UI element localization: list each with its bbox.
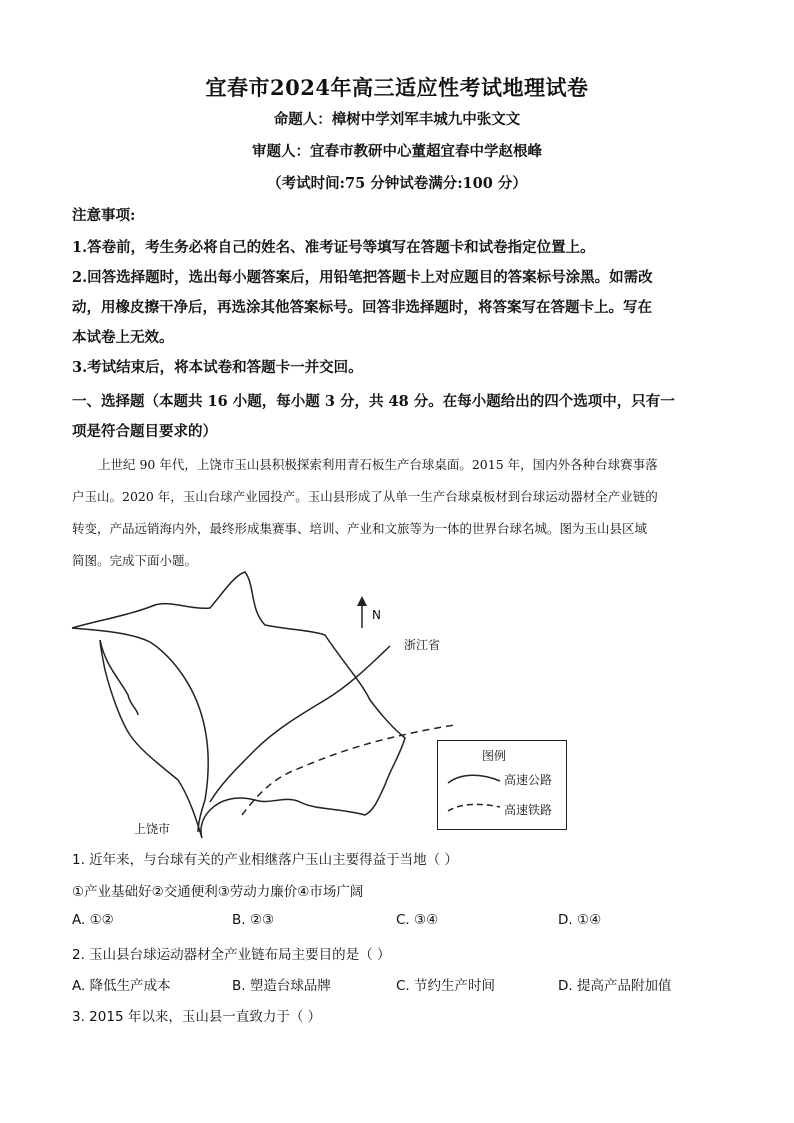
question-2-option-d[interactable]: D. 提高产品附加值	[558, 978, 672, 994]
notice-item: 2.回答选择题时，选出每小题答案后，用铅笔把答题卡上对应题目的答案标号涂黑。如需改	[72, 269, 653, 286]
notice-item: 动，用橡皮擦干净后，再选涂其他答案标号。回答非选择题时，将答案写在答题卡上。写在	[72, 299, 652, 316]
question-2-option-c[interactable]: C. 节约生产时间	[396, 978, 496, 994]
city-label: 上饶市	[134, 822, 171, 836]
north-arrow-head	[357, 596, 367, 606]
question-3-stem: 3. 2015 年以来，玉山县一直致力于（ ）	[72, 1009, 322, 1025]
question-1-option-a[interactable]: A. ①②	[72, 912, 114, 928]
question-2-option-b[interactable]: B. 塑造台球品牌	[232, 978, 331, 994]
question-2-option-a[interactable]: A. 降低生产成本	[72, 978, 171, 994]
passage-line: 转变，产品远销海内外，最终形成集赛事、培训、产业和文旅等为一体的世界台球名城。图为玉山县区域	[72, 521, 648, 536]
question-1-statements: ①产业基础好②交通便利③劳动力廉价④市场广阔	[72, 884, 364, 900]
reviewer-line: 审题人：宜春市教研中心董超宜春中学赵根峰	[252, 143, 542, 160]
author-line: 命题人：樟树中学刘军丰城九中张文文	[273, 111, 521, 128]
province-label: 浙江省	[404, 638, 441, 652]
question-1-option-c[interactable]: C. ③④	[396, 912, 439, 928]
question-2-stem: 2. 玉山县台球运动器材全产业链布局主要目的是（ ）	[72, 947, 391, 963]
notice-item: 3.考试结束后，将本试卷和答题卡一并交回。	[72, 359, 363, 376]
notice-item: 本试卷上无效。	[72, 329, 174, 346]
notice-item: 1.答卷前，考生务必将自己的姓名、准考证号等填写在答题卡和试卷指定位置上。	[72, 239, 595, 256]
north-label: N	[372, 608, 381, 622]
question-1-stem: 1. 近年来，与台球有关的产业相继落户玉山主要得益于当地（ ）	[72, 852, 458, 868]
highway-route	[210, 646, 390, 802]
question-1-option-d[interactable]: D. ①④	[558, 912, 602, 928]
exam-title: 宜春市2024年高三适应性考试地理试卷	[205, 75, 589, 100]
passage-line: 上世纪 90 年代，上饶市玉山县积极探索利用青石板生产台球桌面。2015 年，国内外各种台球赛事落	[98, 457, 658, 472]
passage-line: 简图。完成下面小题。	[72, 553, 198, 568]
legend-railway-symbol	[446, 801, 502, 815]
notice-heading: 注意事项:	[72, 207, 136, 224]
railway-route	[242, 725, 455, 815]
county-boundary	[72, 572, 405, 838]
legend-railway-label: 高速铁路	[504, 803, 553, 817]
map-legend	[437, 740, 567, 830]
section-heading: 一、选择题（本题共 16 小题，每小题 3 分，共 48 分。在每小题给出的四个选项中，只有一	[72, 393, 675, 410]
highway-route	[72, 628, 208, 832]
time-info: （考试时间:75 分钟试卷满分:100 分）	[267, 175, 527, 192]
passage-line: 户玉山。2020 年，玉山台球产业园投产。玉山县形成了从单一生产台球桌板材到台球运动器材全产业链的	[72, 489, 658, 504]
legend-highway-label: 高速公路	[504, 773, 553, 787]
question-1-option-b[interactable]: B. ②③	[232, 912, 275, 928]
legend-highway-symbol	[446, 773, 502, 787]
legend-title: 图例	[482, 749, 507, 763]
section-heading-cont: 项是符合题目要求的）	[72, 423, 217, 440]
